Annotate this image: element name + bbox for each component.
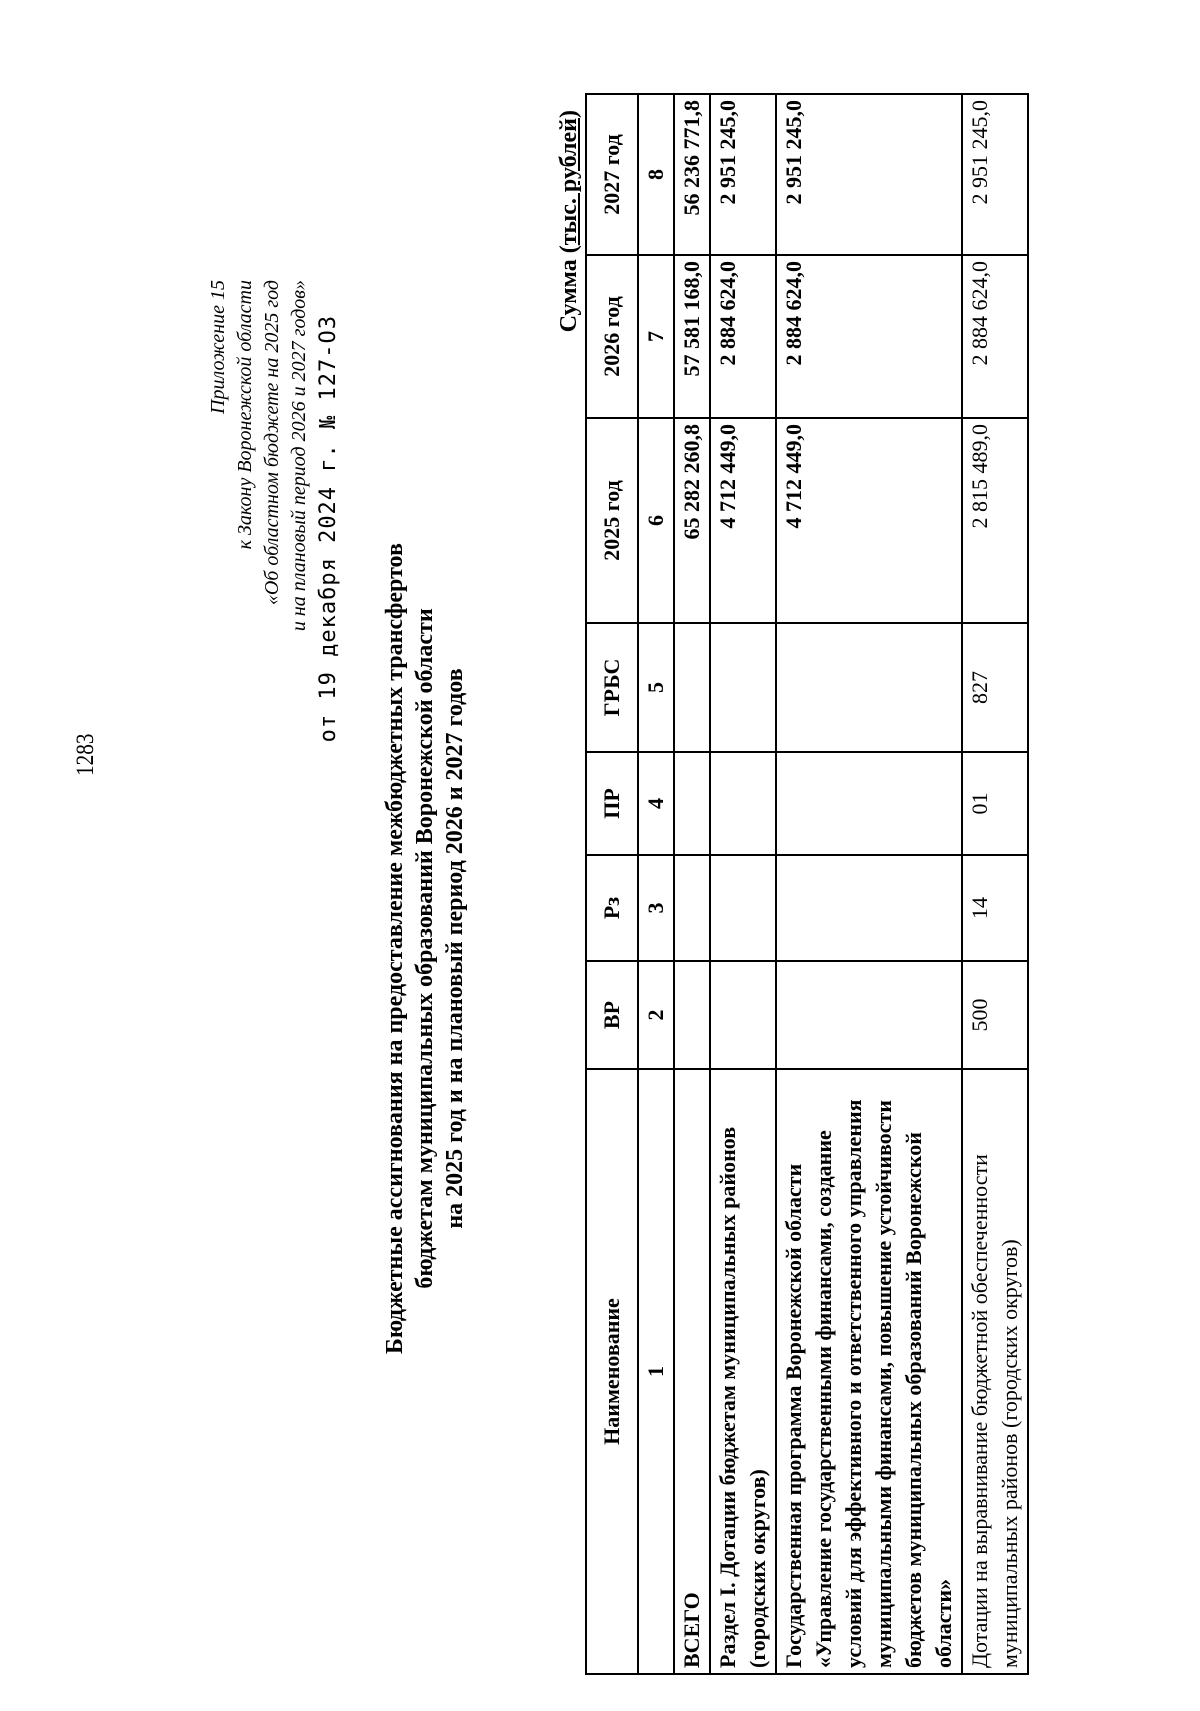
row-pr: 01 (962, 752, 1028, 855)
unit-label (556, 110, 583, 332)
table-header-row (586, 94, 638, 1674)
row-2025: 4 712 449,0 (776, 418, 962, 623)
row-2027: 2 951 245,0 (776, 94, 962, 255)
row-2027: 2 951 245,0 (962, 94, 1028, 255)
appendix-line-1: Приложение 15 (207, 280, 229, 414)
row-2026: 2 884 624,0 (776, 255, 962, 418)
appendix-line-4: и на плановый период 2026 и 2027 годов» (288, 280, 310, 632)
title-line-1: Бюджетные ассигнования на предоставление межбюджетных трансфертов (382, 543, 408, 1354)
document-title (380, 426, 470, 1471)
row-rz (674, 855, 710, 961)
row-2026: 57 581 168,0 (674, 255, 710, 418)
column-number: 8 (638, 94, 674, 255)
column-number: 6 (638, 418, 674, 623)
row-vr (710, 961, 776, 1069)
column-number: 5 (638, 623, 674, 752)
row-vr (674, 961, 710, 1069)
row-vr (776, 961, 962, 1069)
row-2026: 2 884 624,0 (710, 255, 776, 418)
column-number-row (638, 94, 674, 1674)
header-2027: 2027 год (586, 94, 638, 255)
page-number: 1283 (72, 733, 99, 776)
row-pr (674, 752, 710, 855)
header-vr: ВР (586, 961, 638, 1069)
row-grbs (674, 623, 710, 752)
unit-underlined: тыс. рублей (556, 118, 582, 246)
appendix-line-2: к Закону Воронежской области (234, 280, 256, 550)
table-row-subsidy (962, 94, 1028, 1674)
appendix-header (205, 280, 313, 631)
row-vr: 500 (962, 961, 1028, 1069)
title-line-3: на 2025 год и на плановый период 2026 и 2027 годов (442, 668, 468, 1229)
law-date: от 19 декабря 2024 г. № 127-ОЗ (316, 315, 341, 743)
row-2025: 65 282 260,8 (674, 418, 710, 623)
column-number: 2 (638, 961, 674, 1069)
header-2026: 2026 год (586, 255, 638, 418)
row-grbs (776, 623, 962, 752)
row-grbs (710, 623, 776, 752)
header-rz: Рз (586, 855, 638, 961)
row-2025: 2 815 489,0 (962, 418, 1028, 623)
header-2025: 2025 год (586, 418, 638, 623)
unit-suffix: ) (556, 110, 582, 118)
row-rz (710, 855, 776, 961)
column-number: 3 (638, 855, 674, 961)
row-name: Раздел I. Дотации бюджетам муниципальных районов (городских округов) (710, 1069, 776, 1674)
header-name: Наименование (586, 1069, 638, 1674)
column-number: 1 (638, 1069, 674, 1674)
appendix-line-3: «Об областном бюджете на 2025 год (261, 280, 283, 606)
table-row-section (710, 94, 776, 1674)
row-2027: 56 236 771,8 (674, 94, 710, 255)
title-line-2: бюджетам муниципальных образований Воронежской области (412, 608, 438, 1289)
row-pr (710, 752, 776, 855)
row-name: ВСЕГО (674, 1069, 710, 1674)
row-2026: 2 884 624,0 (962, 255, 1028, 418)
column-number: 4 (638, 752, 674, 855)
unit-prefix: Сумма ( (556, 245, 582, 333)
budget-table (585, 93, 1029, 1675)
table-row-total (674, 94, 710, 1674)
row-rz: 14 (962, 855, 1028, 961)
row-pr (776, 752, 962, 855)
row-name: Государственная программа Воронежской области «Управление государственными финансами, создание условий для эффективного и ответственного управления муниципальными финансами, повышение устойчивости бюджетов муниципальных образований Воронежской области» (776, 1069, 962, 1674)
header-pr: ПР (586, 752, 638, 855)
row-2025: 4 712 449,0 (710, 418, 776, 623)
row-2027: 2 951 245,0 (710, 94, 776, 255)
row-rz (776, 855, 962, 961)
row-grbs: 827 (962, 623, 1028, 752)
header-grbs: ГРБС (586, 623, 638, 752)
column-number: 7 (638, 255, 674, 418)
table-row-program (776, 94, 962, 1674)
row-name: Дотации на выравнивание бюджетной обеспеченности муниципальных районов (городских округов) (962, 1069, 1028, 1674)
